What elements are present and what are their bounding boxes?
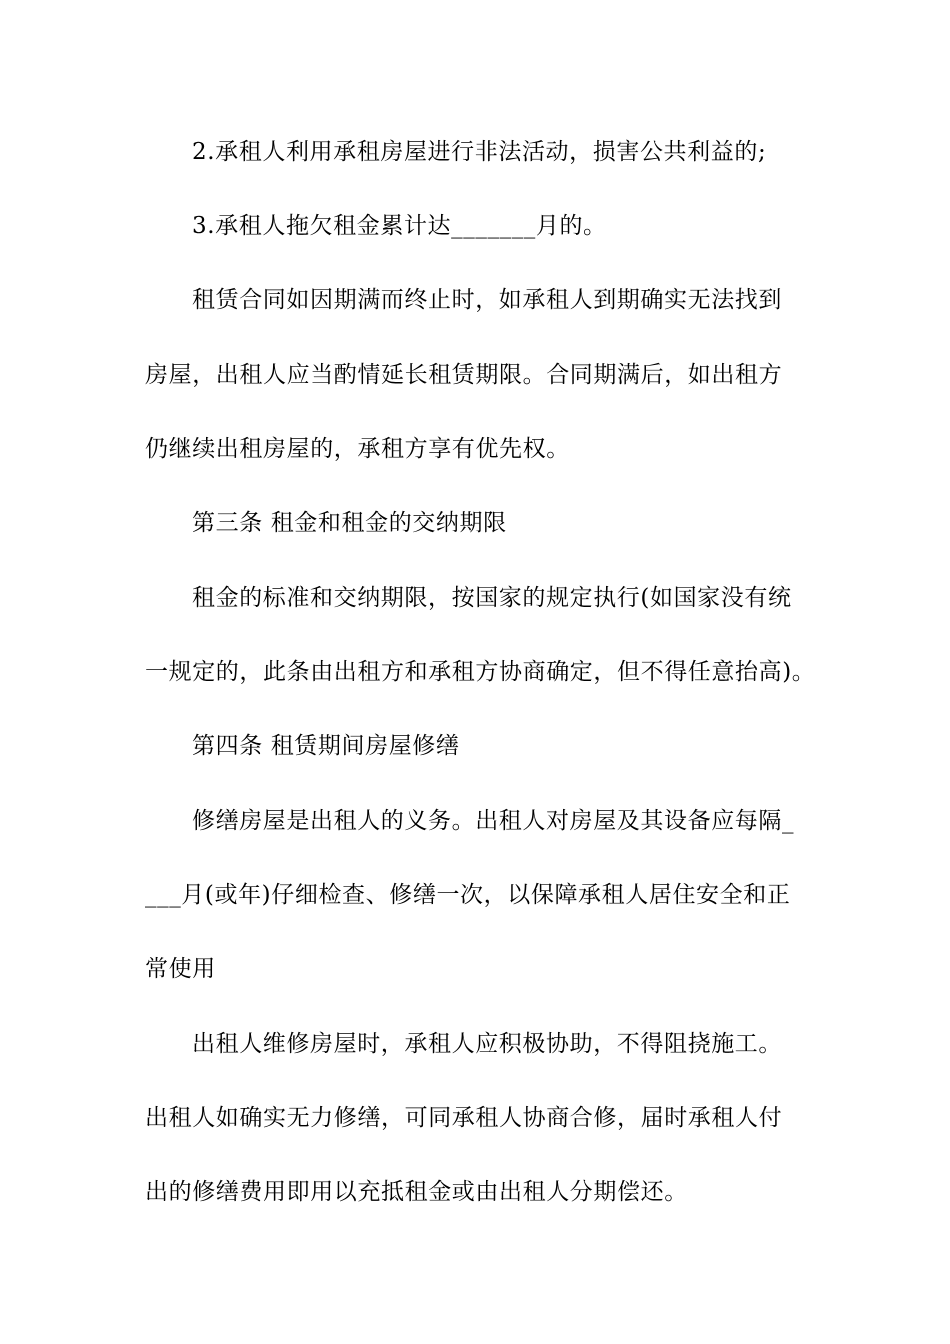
paragraph-line: 租赁合同如因期满而终止时，如承租人到期确实无法找到	[192, 287, 782, 313]
clause-item-2: 2.承租人利用承租房屋进行非法活动，损害公共利益的;	[192, 139, 767, 165]
paragraph-line: 仍继续出租房屋的，承租方享有优先权。	[145, 436, 570, 462]
paragraph-line: 出租人如确实无力修缮，可同承租人协商合修，届时承租人付	[145, 1105, 783, 1131]
article-heading-3: 第三条 租金和租金的交纳期限	[192, 510, 507, 536]
paragraph-line: 出租人维修房屋时，承租人应积极协助，不得阻挠施工。	[192, 1031, 782, 1057]
paragraph-line: 常使用	[145, 956, 216, 982]
paragraph-line: 一规定的，此条由出租方和承租方协商确定，但不得任意抬高)。	[145, 659, 816, 685]
paragraph-line: ___月(或年)仔细检查、修缮一次，以保障承租人居住安全和正	[145, 882, 791, 908]
paragraph-line: 修缮房屋是出租人的义务。出租人对房屋及其设备应每隔_	[192, 808, 795, 834]
paragraph-line: 房屋，出租人应当酌情延长租赁期限。合同期满后，如出租方	[145, 362, 783, 388]
clause-item-3: 3.承租人拖欠租金累计达_______月的。	[192, 213, 607, 239]
paragraph-line: 出的修缮费用即用以充抵租金或由出租人分期偿还。	[145, 1179, 688, 1205]
article-heading-4: 第四条 租赁期间房屋修缮	[192, 733, 460, 759]
paragraph-line: 租金的标准和交纳期限，按国家的规定执行(如国家没有统	[192, 585, 792, 611]
